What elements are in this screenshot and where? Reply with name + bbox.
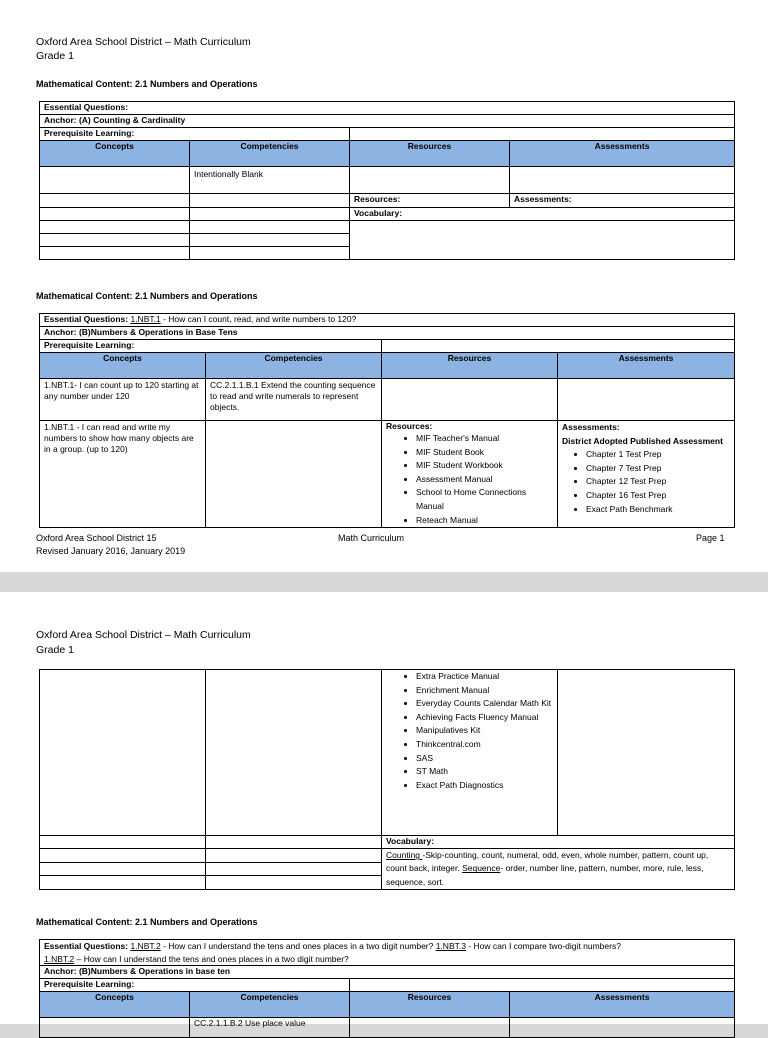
- essential-questions: Essential Questions: 1.NBT.1 - How can I count, read, and write numbers to 120?: [40, 314, 735, 327]
- resources-cell: [382, 421, 558, 528]
- col-concepts: Concepts: [40, 992, 190, 1018]
- prerequisite-learning: Prerequisite Learning:: [40, 128, 350, 141]
- list-item: • Everyday Counts Calendar Math Kit: [416, 697, 553, 711]
- list-item: • Reteach Manual: [416, 514, 553, 528]
- essential-questions: Essential Questions:: [40, 102, 735, 115]
- anchor: Anchor: (A) Counting & Cardinality: [40, 115, 735, 128]
- list-item: • MIF Student Workbook: [416, 459, 553, 473]
- list-item: • MIF Student Book: [416, 446, 553, 460]
- anchor: Anchor: (B)Numbers & Operations in Base Tens: [40, 327, 735, 340]
- concept-cell: 1.NBT.1- I can count up to 120 starting at any number under 120: [40, 379, 206, 421]
- footer-revised: Revised January 2016, January 2019: [36, 546, 186, 556]
- list-item: • School to Home Connections Manual: [416, 486, 553, 513]
- col-competencies: Competencies: [190, 992, 350, 1018]
- list-item: • Achieving Facts Fluency Manual: [416, 711, 553, 725]
- standard-code: 1.NBT.3: [435, 941, 466, 951]
- col-assessments: Assessments: [558, 353, 735, 379]
- vocabulary-text: Counting -Skip-counting, count, numeral, odd, even, whole number, pattern, count up, count back, integer. Sequence- order, number line, pattern, number, more, rule, less, sequence, sort.: [382, 849, 735, 890]
- resources-list: [386, 670, 553, 792]
- section-heading: Mathematical Content: 2.1 Numbers and Operations: [36, 291, 258, 301]
- resources-label: Resources:: [386, 421, 433, 431]
- essential-questions: Essential Questions: 1.NBT.2 - How can I understand the tens and ones places in a two digit number? 1.NBT.3 - How can I compare two-digit numbers? 1.NBT.2 – How can I understand the tens and ones places in a two digit number?: [40, 940, 735, 966]
- standard-code: 1.NBT.1: [130, 314, 161, 324]
- prerequisite-learning: Prerequisite Learning:: [40, 340, 382, 353]
- header-title: Oxford Area School District – Math Curriculum: [36, 629, 251, 641]
- competency-cell: Intentionally Blank: [190, 167, 350, 194]
- section-heading: Mathematical Content: 2.1 Numbers and Operations: [36, 79, 258, 89]
- curriculum-table: [39, 101, 735, 260]
- header-grade: Grade 1: [36, 50, 74, 62]
- list-item: • Enrichment Manual: [416, 684, 553, 698]
- list-item: • Exact Path Benchmark: [586, 503, 730, 517]
- assessments-label: Assessments:: [562, 422, 620, 432]
- district-assessment-label: District Adopted Published Assessment: [562, 435, 723, 446]
- list-item: • Exact Path Diagnostics: [416, 779, 553, 793]
- header-title: Oxford Area School District – Math Curriculum: [36, 36, 251, 48]
- list-item: • MIF Teacher's Manual: [416, 432, 553, 446]
- curriculum-table: [39, 669, 735, 890]
- col-assessments: Assessments: [510, 992, 735, 1018]
- col-assessments: Assessments: [510, 141, 735, 167]
- header-grade: Grade 1: [36, 644, 74, 656]
- curriculum-table: [39, 939, 735, 1038]
- curriculum-table: [39, 313, 735, 528]
- vocabulary-label: Vocabulary:: [382, 836, 735, 849]
- list-item: • ST Math: [416, 765, 553, 779]
- col-resources: Resources: [350, 992, 510, 1018]
- assessments-label: Assessments:: [510, 194, 735, 208]
- page-2: [0, 592, 768, 1028]
- col-resources: Resources: [382, 353, 558, 379]
- prerequisite-learning: Prerequisite Learning:: [40, 979, 350, 992]
- section-heading: Mathematical Content: 2.1 Numbers and Operations: [36, 917, 258, 927]
- vocabulary-label: Vocabulary:: [350, 208, 735, 221]
- footer-district: Oxford Area School District 15: [36, 533, 157, 543]
- footer-center: Math Curriculum: [338, 533, 405, 543]
- col-competencies: Competencies: [206, 353, 382, 379]
- col-concepts: Concepts: [40, 141, 190, 167]
- competency-cell: CC.2.1.1.B.2 Use place value: [190, 1018, 350, 1038]
- resources-list: [386, 432, 553, 527]
- resources-label: Resources:: [350, 194, 510, 208]
- col-competencies: Competencies: [190, 141, 350, 167]
- list-item: • Assessment Manual: [416, 473, 553, 487]
- list-item: • Chapter 7 Test Prep: [586, 462, 730, 476]
- competency-cell: CC.2.1.1.B.1 Extend the counting sequence to read and write numerals to represent objects.: [206, 379, 382, 421]
- list-item: • Thinkcentral.com: [416, 738, 553, 752]
- page-number: Page 1: [696, 533, 725, 543]
- list-item: • Chapter 12 Test Prep: [586, 475, 730, 489]
- concept-cell: 1.NBT.1 - I can read and write my numbers to show how many objects are in a group. (up to 120): [40, 421, 206, 528]
- assessments-list: [562, 448, 730, 516]
- col-resources: Resources: [350, 141, 510, 167]
- list-item: • Manipulatives Kit: [416, 724, 553, 738]
- list-item: • Chapter 16 Test Prep: [586, 489, 730, 503]
- standard-code: 1.NBT.2: [130, 941, 161, 951]
- anchor: Anchor: (B)Numbers & Operations in base ten: [40, 966, 735, 979]
- assessments-cell: [558, 421, 735, 528]
- standard-code: 1.NBT.2: [44, 953, 75, 964]
- list-item: • Chapter 1 Test Prep: [586, 448, 730, 462]
- list-item: • SAS: [416, 752, 553, 766]
- list-item: • Extra Practice Manual: [416, 670, 553, 684]
- resources-cell: [382, 670, 558, 836]
- col-concepts: Concepts: [40, 353, 206, 379]
